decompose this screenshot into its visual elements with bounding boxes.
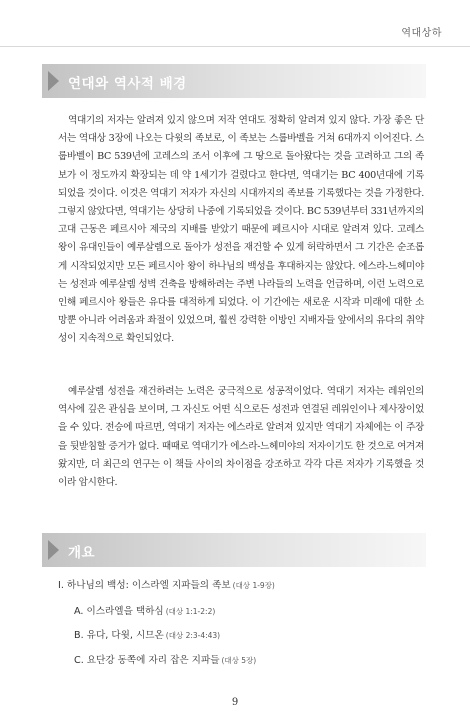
outline-item-reference: (대상 5장) <box>221 656 257 665</box>
outline-item <box>58 573 275 592</box>
outline-item-label: A. 이스라엘을 택하심 <box>74 606 164 617</box>
page-number: 9 <box>231 697 239 708</box>
body-paragraph: 역대기의 저자는 알려져 있지 않으며 저작 연대도 정확히 알려져 있지 않다. 가장 좋은 단서는 역대상 3장에 나오는 다윗의 족보로, 이 족보는 스룹바벨을 거쳐 6대까지 이어진다. 스룹바벨이 BC 539년에 고레스의 조서 이후에 그 땅으로 돌아왔다는 것을 고려하고 그의 족보가 이 정도까지 확장되는 데 약 1세기가 걸렸다고 한다면, 역대기는 BC 400년대에 기록되었을 것이다. 이것은 역대기 저자가 자신의 시대까지의 족보를 기록했다는 것을 가정한다. 그렇지 않았다면, 역대기는 상당히 나중에 기록되었을 것이다. BC 539년부터 331년까지의 고대 근동은 페르시아 제국의 지배를 받았기 때문에 페르시아 시대로 알려져 있다. 고레스 왕이 유대인들이 예루살렘으로 돌아가 성전을 재건할 수 있게 허락하면서 그 기간은 순조롭게 시작되었지만 모든 페르시아 왕이 하나님의 백성을 후대하지는 않았다. 에스라-느헤미야는 성전과 예루살렘 성벽 건축을 방해하려는 주변 나라들의 노력을 언급하며, 이런 노력으로 인해 페르시아 왕들은 유다를 대적하게 되었다. 이 기간에는 새로운 시작과 미래에 대한 소망뿐 아니라 어려움과 좌절이 있었으며, 훨씬 강력한 이방인 지배자들 앞에서의 유다의 취약성이 지속적으로 확인되었다. <box>58 115 424 345</box>
outline-item-reference: (대상 1:1-2:2) <box>165 607 216 616</box>
header-divider <box>0 46 470 47</box>
section-banner-history <box>42 64 426 98</box>
outline-item-label: B. 유다, 다윗, 시므온 <box>74 630 164 641</box>
section-banner-overview <box>42 533 426 567</box>
outline-item-reference: (대상 2:3-4:43) <box>165 631 221 640</box>
section-title: 연대와 역사적 배경 <box>68 76 187 92</box>
running-header: 역대상하 <box>401 28 442 39</box>
chevron-right-icon <box>48 71 59 91</box>
outline-item-reference: (대상 1-9장) <box>232 581 275 590</box>
body-paragraph: 예루살렘 성전을 재건하려는 노력은 궁극적으로 성공적이었다. 역대기 저자는 레위인의 역사에 깊은 관심을 보이며, 그 자신도 어떤 식으로든 성전과 연결된 레위인이나 제사장이었을 수 있다. 전승에 따르면, 역대기 저자는 에스라로 알려져 있지만 역대기 자체에는 이 주장을 뒷받침할 증거가 없다. 때때로 역대기가 에스라-느헤미야의 저자이기도 한 것으로 여겨져 왔지만, 더 최근의 연구는 이 책들 사이의 차이점을 강조하고 각각 다른 저자가 기록했을 것이라 암시한다. <box>58 386 424 489</box>
outline-item-label: I. 하나님의 백성: 이스라엘 지파들의 족보 <box>58 580 231 591</box>
outline-item <box>74 599 215 618</box>
chevron-right-icon <box>48 540 59 560</box>
section-title: 개요 <box>68 545 96 561</box>
outline-item-label: C. 요단강 동쪽에 자리 잡은 지파들 <box>74 655 220 666</box>
outline-item <box>74 648 256 667</box>
outline-item <box>74 623 220 642</box>
